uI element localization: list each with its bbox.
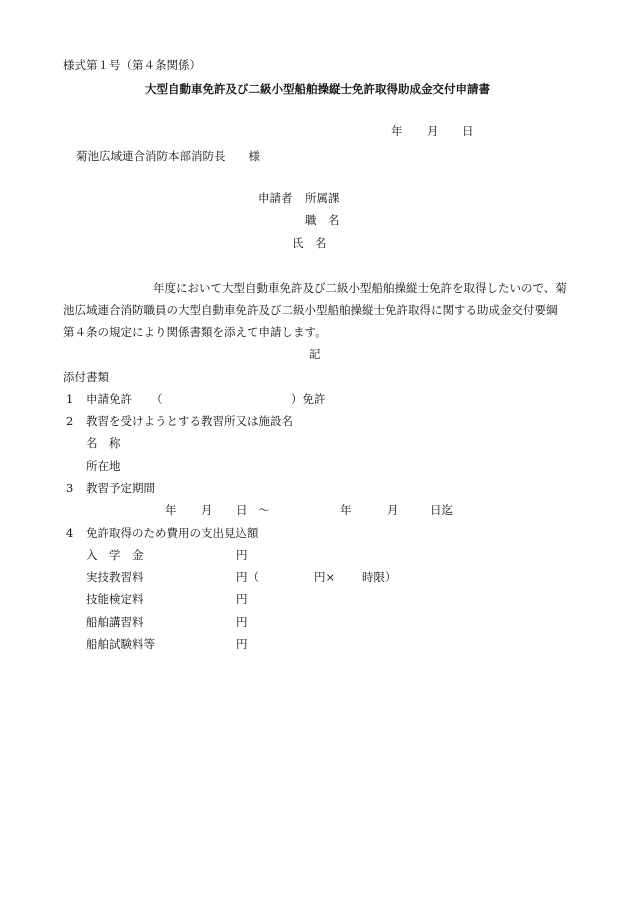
period-end-year: 年 (340, 503, 352, 517)
body-line-1: 年度において大型自動車免許及び二級小型船舶操縦士免許を取得したいので、菊 (153, 281, 567, 295)
body-line-3: 第４条の規定により関係書類を添えて申請します。 (63, 325, 327, 339)
date-day: 日 (462, 124, 474, 138)
item2-number: 2 (66, 414, 74, 428)
fee-detail-hours: 時限） (362, 570, 397, 584)
applicant-name: 氏 名 (292, 236, 327, 250)
item3-label: 教習予定期間 (86, 481, 155, 495)
fee-yen-admission: 円 (236, 548, 248, 562)
fee-yen-boat-course: 円 (236, 615, 248, 629)
fee-yen-boat-exam: 円 (236, 637, 248, 651)
applicant-department: 所属課 (305, 191, 340, 205)
item2-name-label: 名 称 (86, 436, 121, 450)
period-start-day: 日 (236, 503, 248, 517)
period-start-year: 年 (165, 503, 177, 517)
fee-label-skill-test: 技能検定料 (86, 592, 144, 606)
item3-number: 3 (66, 481, 74, 495)
item2-label: 教習を受けようとする教習所又は施設名 (86, 414, 293, 428)
item1-open-paren: （ (151, 392, 163, 406)
period-tilde: 〜 (258, 503, 270, 517)
item4-number: 4 (66, 526, 74, 540)
fee-yen-practical: 円（ (236, 570, 259, 584)
body-line-2: 池広域連合消防職員の大型自動車免許及び二級小型船舶操縦士免許取得に関する助成金交付要綱 (63, 303, 558, 317)
item4-label: 免許取得のため費用の支出見込額 (86, 526, 259, 540)
item1-close-paren: ）免許 (291, 392, 326, 406)
item2-address-label: 所在地 (86, 459, 121, 473)
applicant-position: 職 名 (305, 213, 340, 227)
fee-label-boat-course: 船舶講習料 (86, 615, 144, 629)
fee-label-practical: 実技教習料 (86, 570, 144, 584)
item1-number: 1 (66, 392, 74, 406)
fee-detail-yen: 円× (314, 570, 336, 584)
fee-label-admission: 入 学 金 (86, 548, 144, 562)
date-month: 月 (427, 124, 439, 138)
period-start-month: 月 (201, 503, 213, 517)
attachments-label: 添付書類 (63, 370, 109, 384)
period-end-month: 月 (387, 503, 399, 517)
form-number: 様式第１号（第４条関係） (63, 58, 201, 72)
fee-label-boat-exam: 船舶試験料等 (86, 637, 155, 651)
document-title: 大型自動車免許及び二級小型船舶操縦士免許取得助成金交付申請書 (145, 82, 490, 96)
addressee: 菊池広域連合消防本部消防長 様 (76, 149, 260, 163)
date-year: 年 (391, 124, 403, 138)
ki-mark: 記 (309, 347, 321, 361)
period-end-day: 日迄 (430, 503, 453, 517)
fee-yen-skill-test: 円 (236, 592, 248, 606)
item1-label: 申請免許 (86, 392, 132, 406)
applicant-label: 申請者 (258, 191, 293, 205)
